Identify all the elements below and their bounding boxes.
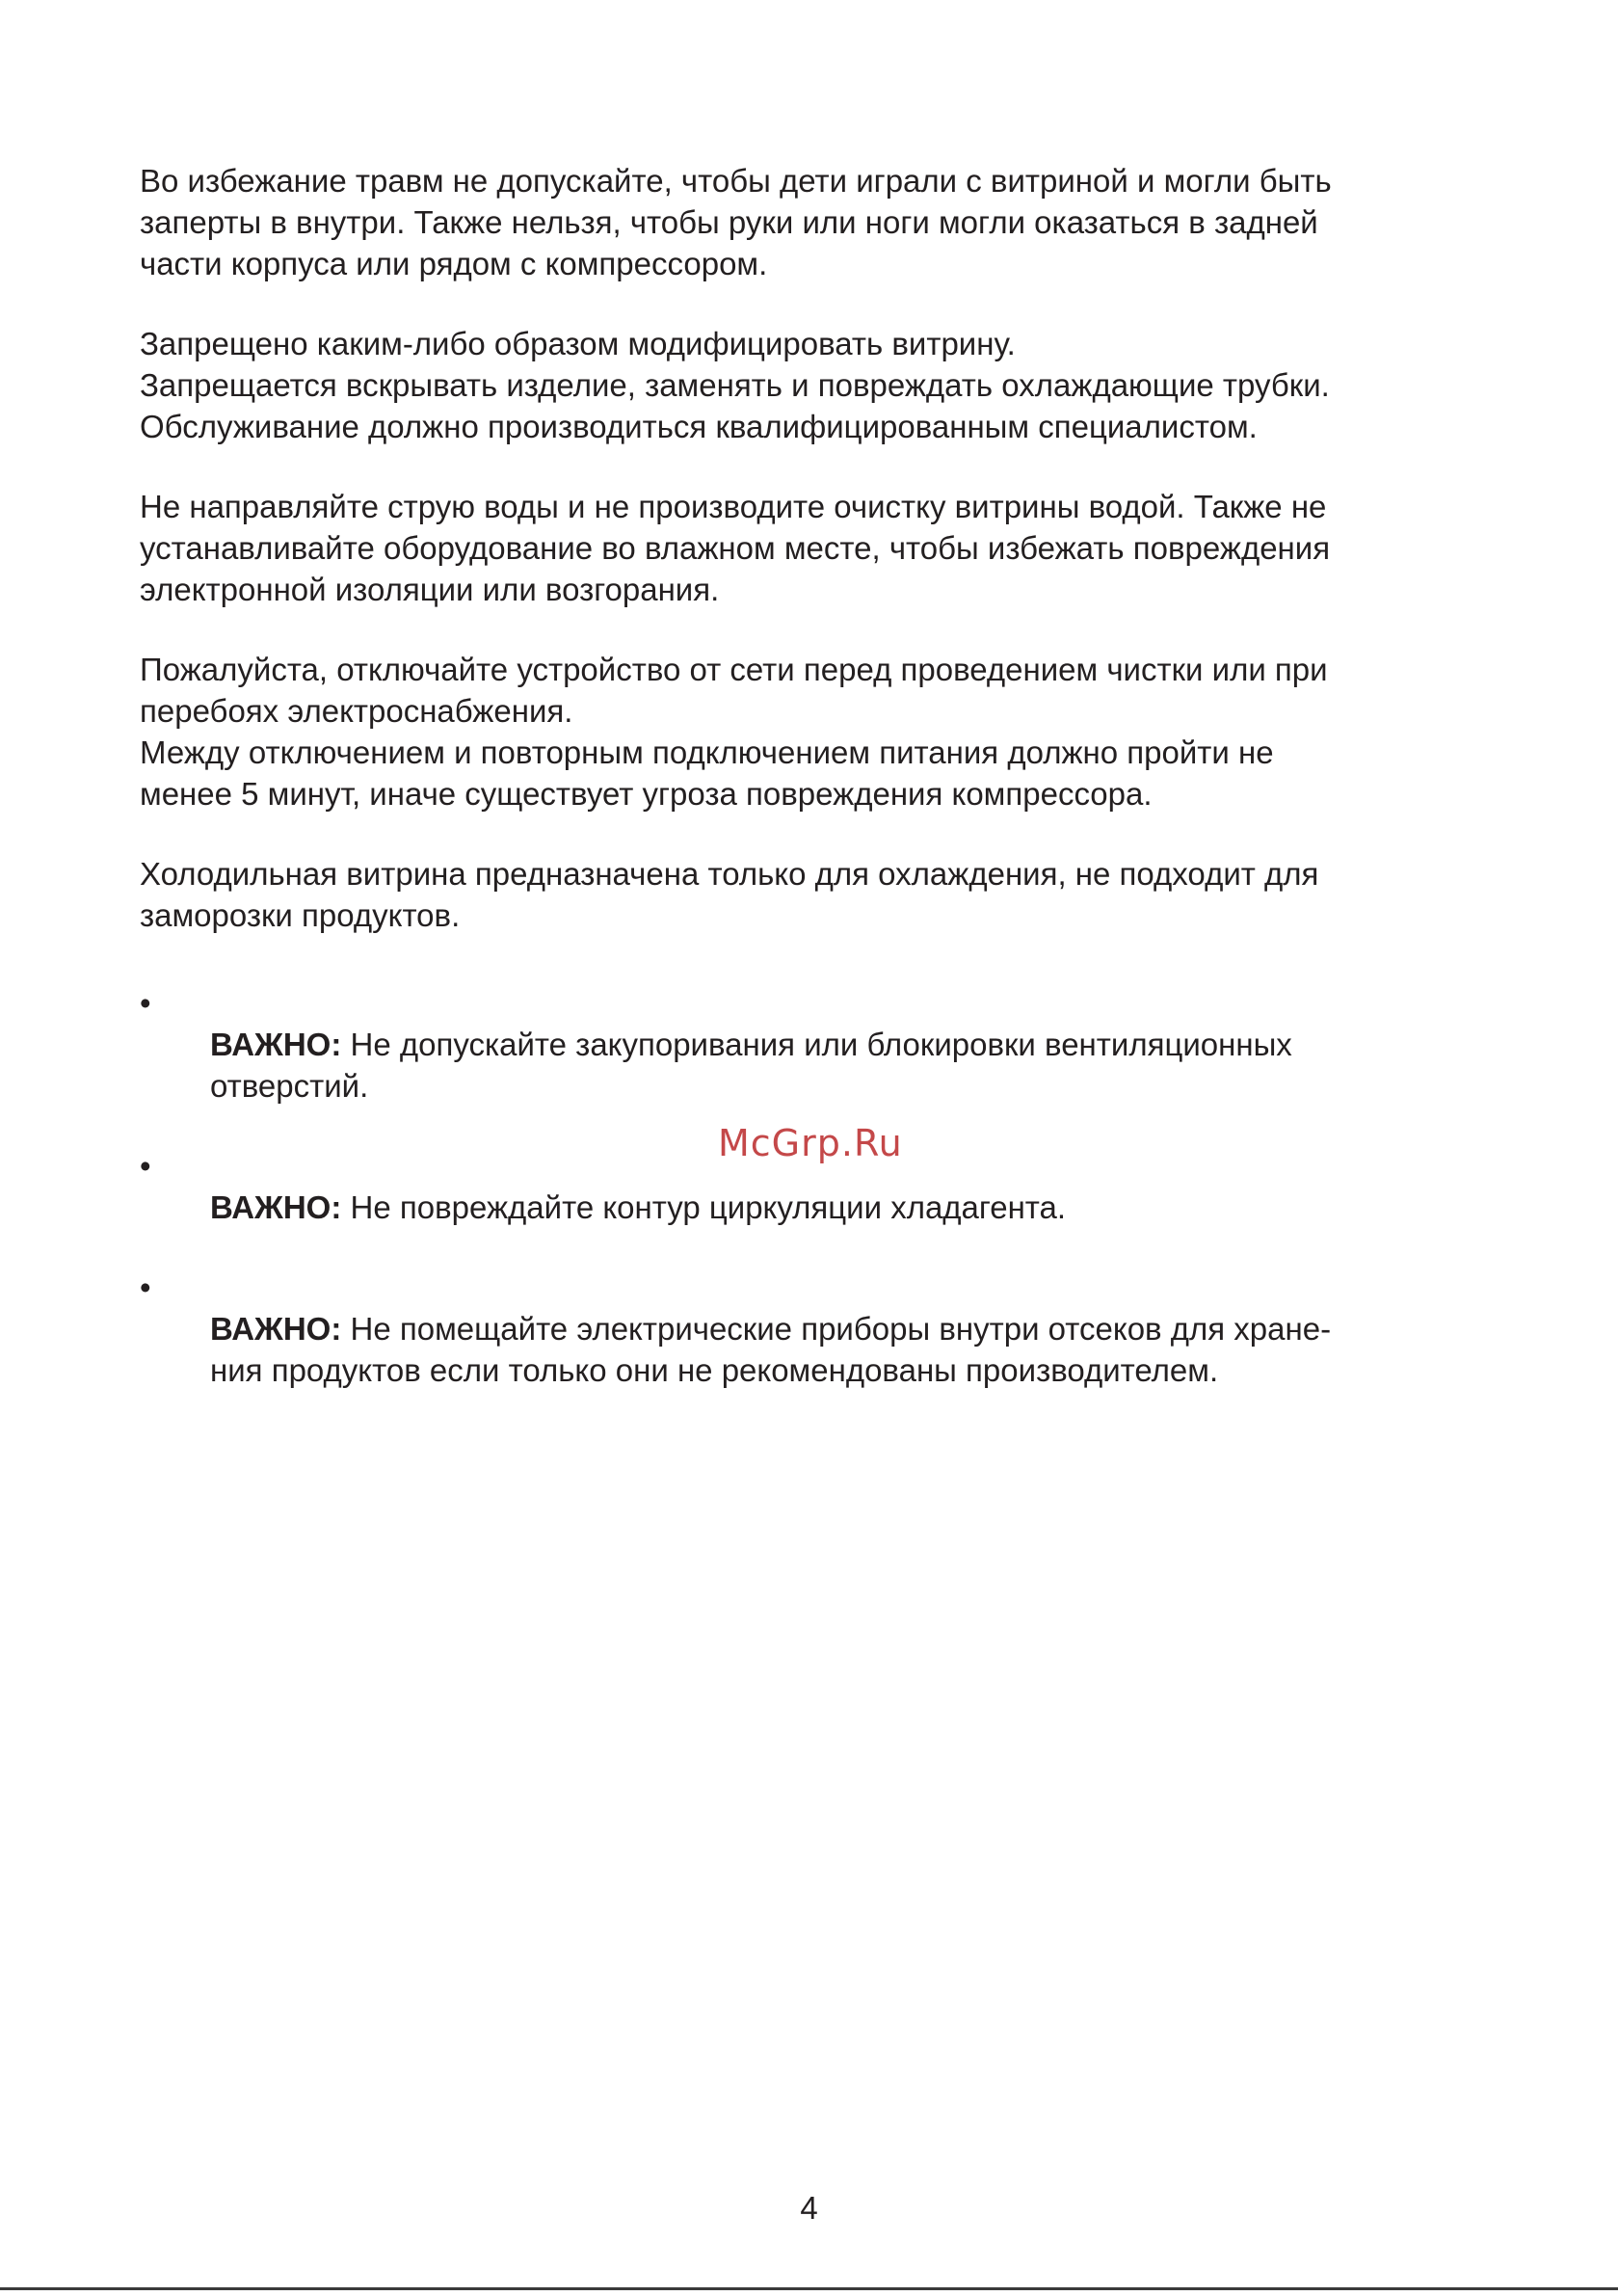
page-number: 4 bbox=[800, 2190, 818, 2226]
bullet-icon: • bbox=[140, 1269, 151, 1305]
important-label: ВАЖНО: bbox=[210, 1311, 342, 1347]
bullet-icon: • bbox=[140, 1148, 151, 1184]
list-item-text: Не помещайте электрические приборы внутри отсеков для хране- ния продуктов если только они не рекомендованы производителем. bbox=[210, 1311, 1332, 1388]
important-label: ВАЖНО: bbox=[210, 1027, 342, 1062]
paragraph-cooling-only: Холодильная витрина предназначена только для охлаждения, не подходит для заморозки продуктов. bbox=[140, 856, 1319, 933]
paragraph-water: Не направляйте струю воды и не производите очистку витрины водой. Также не устанавливайте оборудование во влажном месте, чтобы избежать повреждения электронной изоляции или возгорания. bbox=[140, 489, 1331, 607]
bottom-divider bbox=[0, 2287, 1618, 2290]
list-item bbox=[140, 1267, 1470, 1391]
important-list bbox=[140, 982, 1470, 1391]
paragraph-power: Пожалуйста, отключайте устройство от сети перед проведением чистки или при перебоях электроснабжения. Между отключением и повторным подключением питания должно пройти не менее 5 минут, иначе существует угроза повреждения компрессора. bbox=[140, 652, 1328, 812]
page-content bbox=[140, 160, 1470, 1429]
important-label: ВАЖНО: bbox=[210, 1189, 342, 1225]
watermark: McGrp.Ru bbox=[718, 1122, 903, 1164]
bullet-icon: • bbox=[140, 985, 151, 1021]
paragraph-modification: Запрещено каким-либо образом модифицировать витрину. Запрещается вскрывать изделие, заменять и повреждать охлаждающие трубки. Обслуживание должно производиться квалифицированным специалистом. bbox=[140, 326, 1330, 444]
paragraph-child-safety: Во избежание травм не допускайте, чтобы дети играли с витриной и могли быть заперты в внутри. Также нельзя, чтобы руки или ноги могли оказаться в задней части корпуса или рядом с компрессором. bbox=[140, 163, 1332, 281]
list-item-text: Не допускайте закупоривания или блокировки вентиляционных отверстий. bbox=[210, 1027, 1292, 1104]
list-item bbox=[140, 982, 1470, 1107]
list-item-text: Не повреждайте контур циркуляции хладагента. bbox=[341, 1189, 1067, 1225]
